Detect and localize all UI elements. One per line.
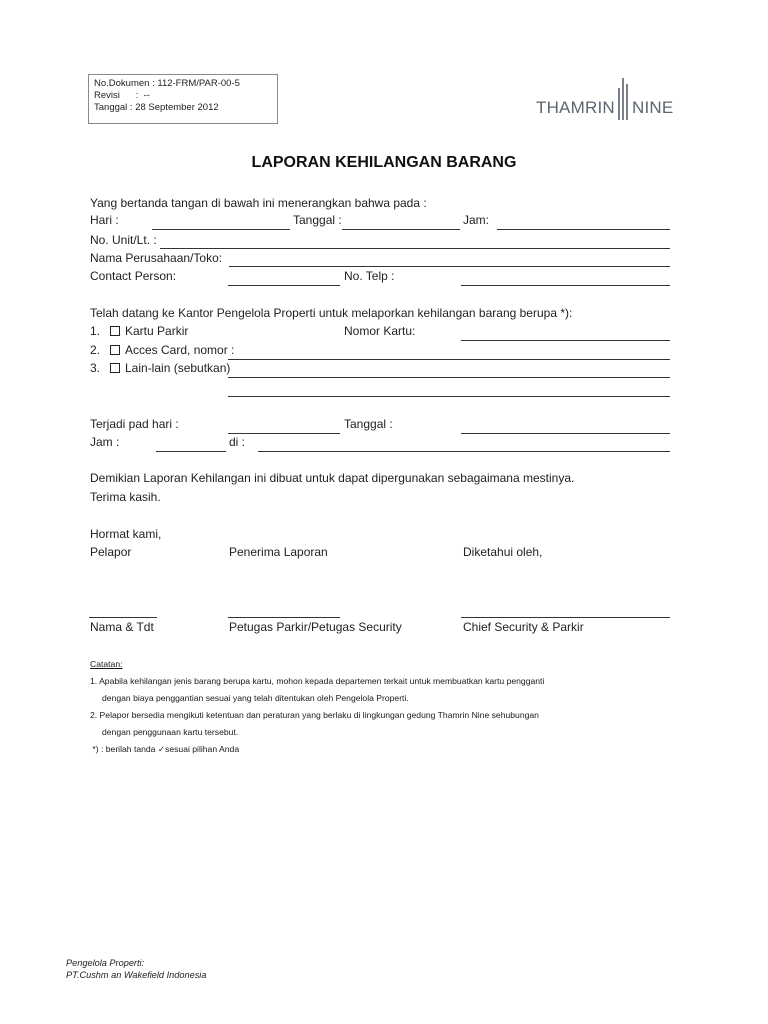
- note-3: *) : berilah tanda ✓sesuai pilihan Anda: [90, 744, 240, 754]
- pelapor-label: Pelapor: [90, 545, 132, 559]
- contact-input-line[interactable]: [228, 285, 340, 286]
- kartu-parkir-checkbox[interactable]: [110, 326, 120, 336]
- tanggal-label: Tanggal :: [293, 213, 342, 227]
- note-1-line-1: 1. Apabila kehilangan jenis barang berupa kartu, mohon kepada departemen terkait untuk membuatkan kartu pengganti: [90, 676, 545, 686]
- hormat-kami-text: Hormat kami,: [90, 527, 162, 541]
- thamrin-nine-logo: [536, 78, 672, 122]
- footer-company: PT.Cushm an Wakefield Indonesia: [66, 970, 207, 980]
- terjadi-jam-input-line[interactable]: [156, 451, 226, 452]
- terjadi-tanggal-input-line[interactable]: [461, 433, 670, 434]
- jam-label: Jam:: [463, 213, 490, 227]
- terjadi-di-label: di :: [229, 435, 246, 449]
- document-date: Tanggal : 28 September 2012: [94, 102, 219, 113]
- pelapor-signature-line[interactable]: [89, 617, 157, 618]
- petugas-label: Petugas Parkir/Petugas Security: [229, 620, 402, 634]
- option-2-number: 2.: [90, 343, 101, 357]
- document-number: No.Dokumen : 112-FRM/PAR-00-5: [94, 78, 240, 89]
- document-info-box: [88, 74, 278, 124]
- tanggal-input-line[interactable]: [342, 229, 460, 230]
- option-1-number: 1.: [90, 324, 101, 338]
- lain-lain-input-line-2[interactable]: [228, 396, 670, 397]
- document-revision: Revisi : --: [94, 90, 150, 101]
- lain-lain-input-line-1[interactable]: [228, 377, 670, 378]
- thanks-text: Terima kasih.: [90, 490, 161, 504]
- terjadi-di-input-line[interactable]: [258, 451, 670, 452]
- penerima-signature-line[interactable]: [228, 617, 340, 618]
- lain-lain-checkbox[interactable]: [110, 363, 120, 373]
- option-1-label: Kartu Parkir: [125, 324, 189, 338]
- acces-card-checkbox[interactable]: [110, 345, 120, 355]
- terjadi-jam-label: Jam :: [90, 435, 120, 449]
- note-1-line-2: dengan biaya penggantian sesuai yang telah ditentukan oleh Pengelola Properti.: [102, 693, 409, 703]
- nomor-kartu-label: Nomor Kartu:: [344, 324, 416, 338]
- terjadi-hari-label: Terjadi pad hari :: [90, 417, 179, 431]
- logo-text-left: THAMRIN: [536, 98, 615, 117]
- note-2-line-2: dengan penggunaan kartu tersebut.: [102, 727, 239, 737]
- report-intro-text: Telah datang ke Kantor Pengelola Properti untuk melaporkan kehilangan barang berupa *):: [90, 306, 573, 320]
- intro-text: Yang bertanda tangan di bawah ini menerangkan bahwa pada :: [90, 196, 427, 210]
- terjadi-hari-input-line[interactable]: [228, 433, 340, 434]
- unit-input-line[interactable]: [160, 248, 670, 249]
- acces-card-input-line[interactable]: [228, 359, 670, 360]
- unit-label: No. Unit/Lt. :: [90, 233, 157, 247]
- hari-input-line[interactable]: [152, 229, 290, 230]
- contact-label: Contact Person:: [90, 269, 177, 283]
- penerima-label: Penerima Laporan: [229, 545, 328, 559]
- note-2-line-1: 2. Pelapor bersedia mengikuti ketentuan dan peraturan yang berlaku di lingkungan gedung Thamrin Nine sehubungan: [90, 710, 539, 720]
- terjadi-tanggal-label: Tanggal :: [344, 417, 393, 431]
- option-3-label: Lain-lain (sebutkan): [125, 361, 231, 375]
- page-title: LAPORAN KEHILANGAN BARANG: [251, 154, 517, 171]
- option-3-number: 3.: [90, 361, 101, 375]
- option-2-label: Acces Card, nomor :: [125, 343, 235, 357]
- notes-heading: Catatan:: [90, 659, 123, 669]
- diketahui-signature-line[interactable]: [461, 617, 670, 618]
- logo-text-right: NINE: [632, 98, 674, 117]
- hari-label: Hari :: [90, 213, 119, 227]
- jam-input-line[interactable]: [497, 229, 670, 230]
- tower-mark-icon: [618, 78, 630, 120]
- perusahaan-input-line[interactable]: [229, 266, 670, 267]
- diketahui-label: Diketahui oleh,: [463, 545, 543, 559]
- closing-text: Demikian Laporan Kehilangan ini dibuat untuk dapat dipergunakan sebagaimana mestinya.: [90, 471, 575, 485]
- footer-pengelola: Pengelola Properti:: [66, 958, 145, 968]
- nama-tdt-label: Nama & Tdt: [90, 620, 154, 634]
- perusahaan-label: Nama Perusahaan/Toko:: [90, 251, 223, 265]
- nomor-kartu-input-line[interactable]: [461, 340, 670, 341]
- telp-input-line[interactable]: [461, 285, 670, 286]
- telp-label: No. Telp :: [344, 269, 395, 283]
- chief-label: Chief Security & Parkir: [463, 620, 584, 634]
